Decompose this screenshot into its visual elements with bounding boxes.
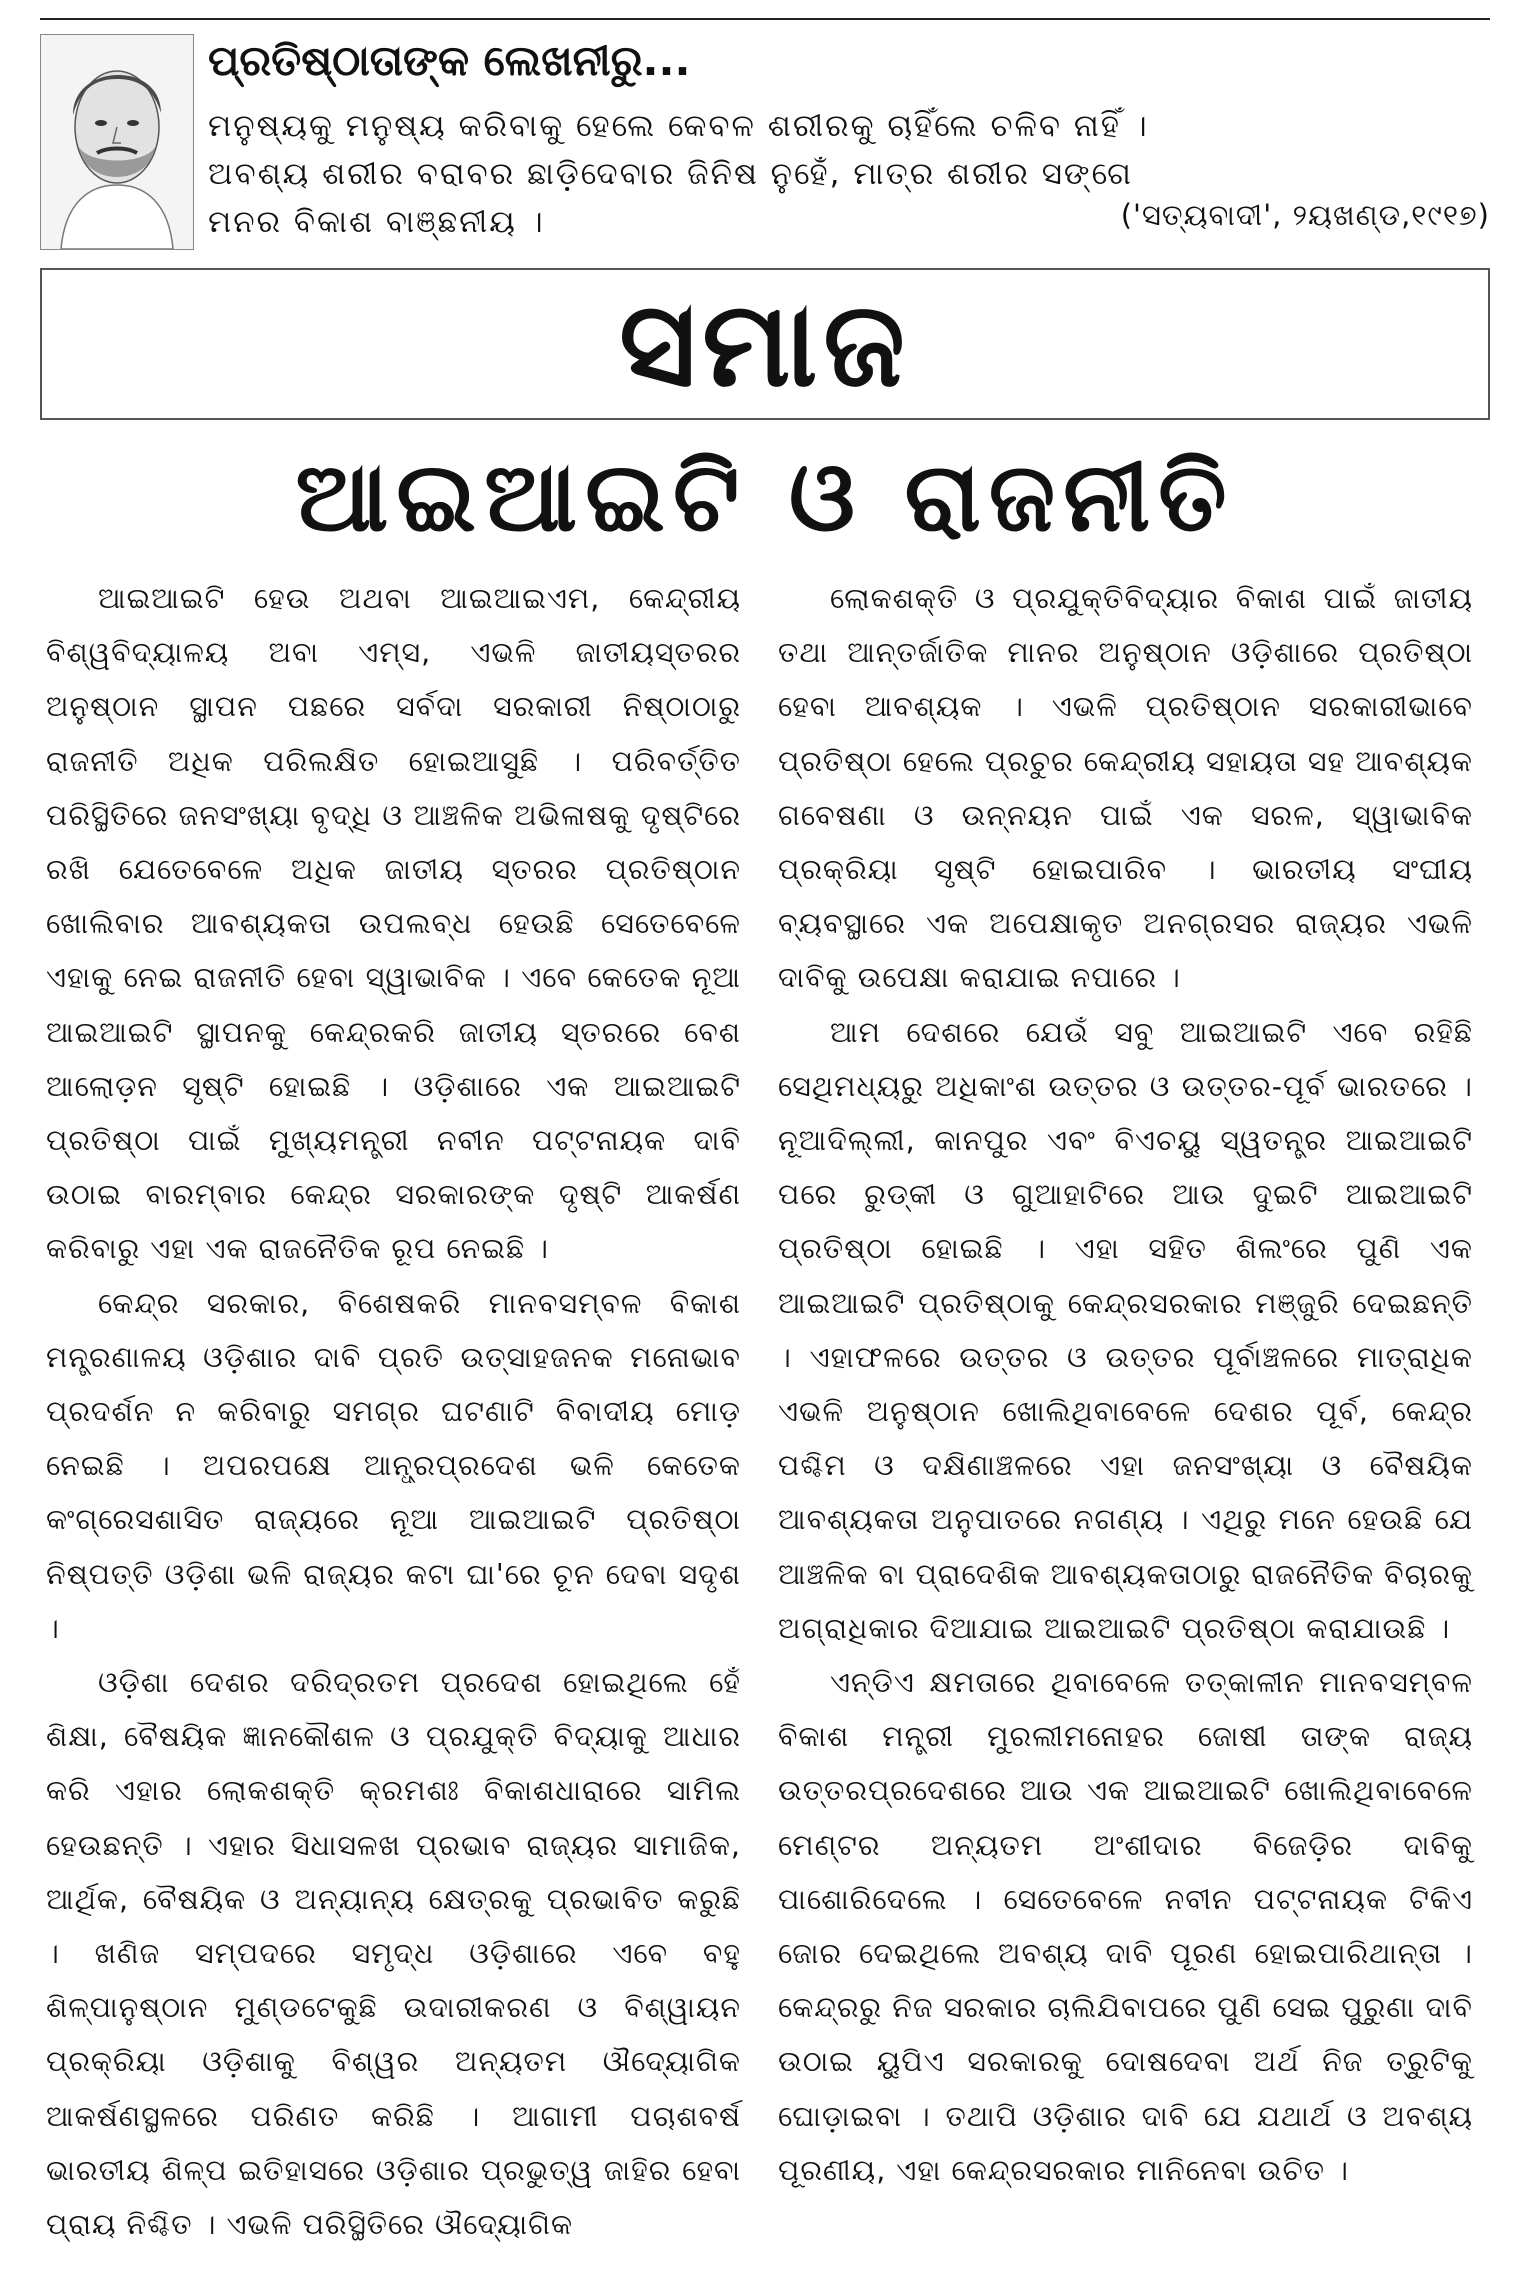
quote-body: ମନୁଷ୍ୟକୁ ମନୁଷ୍ୟ କରିବାକୁ ହେଲେ କେବଳ ଶରୀରକୁ ଚାହିଁଲେ ଚଳିବ ନାହିଁ । ଅବଶ୍ୟ ଶରୀର ବରାବର ଛାଡ଼ିଦେବାର ଜିନିଷ ନୁହେଁ, ମାତ୍ର ଶରୀର ସଙ୍ଗେ ମନର ବିକାଶ ବାଞ୍ଛନୀୟ । [208, 108, 1149, 240]
article-column-left [46, 572, 741, 2252]
article-paragraph: ଓଡ଼ିଶା ଦେଶର ଦରିଦ୍ରତମ ପ୍ରଦେଶ ହୋଇଥିଲେ ହେଁ ଶିକ୍ଷା, ବୈଷୟିକ ଜ୍ଞାନକୌଶଳ ଓ ପ୍ରଯୁକ୍ତି ବିଦ୍ୟାକୁ ଆଧାର କରି ଏହାର ଲୋକଶକ୍ତି କ୍ରମଶଃ ବିକାଶଧାରାରେ ସାମିଲ ହେଉଛନ୍ତି । ଏହାର ସିଧାସଳଖ ପ୍ରଭାବ ରାଜ୍ୟର ସାମାଜିକ, ଆର୍ଥିକ, ବୈଷୟିକ ଓ ଅନ୍ୟାନ୍ୟ କ୍ଷେତ୍ରକୁ ପ୍ରଭାବିତ କରୁଛି । ଖଣିଜ ସମ୍ପଦରେ ସମୃଦ୍ଧ ଓଡ଼ିଶାରେ ଏବେ ବହୁ ଶିଳ୍ପାନୁଷ୍ଠାନ ମୁଣ୍ଡଟେକୁଛି ଉଦାରୀକରଣ ଓ ବିଶ୍ୱାୟନ ପ୍ରକ୍ରିୟା ଓଡ଼ିଶାକୁ ବିଶ୍ୱର ଅନ୍ୟତମ ଔଦ୍ୟୋଗିକ ଆକର୍ଷଣସ୍ଥଳରେ ପରିଣତ କରିଛି । ଆଗାମୀ ପଚାଶବର୍ଷ ଭାରତୀୟ ଶିଳ୍ପ ଇତିହାସରେ ଓଡ଼ିଶାର ପ୍ରଭୁତ୍ୱ ଜାହିର ହେବା ପ୍ରାୟ ନିଶ୍ଚିତ । ଏଭଳି ପରିସ୍ଥିତିରେ ଔଦ୍ୟୋଗିକ [46, 1666, 741, 2242]
quote-source: ('ସତ୍ୟବାଦୀ', ୨ୟଖଣ୍ଡ,୧୯୧୭) [1120, 198, 1490, 232]
section-banner [40, 268, 1490, 420]
article-paragraph: ଆଇଆଇଟି ହେଉ ଅଥବା ଆଇଆଇଏମ, କେନ୍ଦ୍ରୀୟ ବିଶ୍ୱବିଦ୍ୟାଳୟ ଅବା ଏମ୍ସ, ଏଭଳି ଜାତୀୟସ୍ତରର ଅନୁଷ୍ଠାନ ସ୍ଥାପନ ପଛରେ ସର୍ବଦା ସରକାରୀ ନିଷ୍ଠାଠାରୁ ରାଜନୀତି ଅଧିକ ପରିଲକ୍ଷିତ ହୋଇଆସୁଛି । ପରିବର୍ତ୍ତିତ ପରିସ୍ଥିତିରେ ଜନସଂଖ୍ୟା ବୃଦ୍ଧି ଓ ଆଞ୍ଚଳିକ ଅଭିଳାଷକୁ ଦୃଷ୍ଟିରେ ରଖି ଯେତେବେଳେ ଅଧିକ ଜାତୀୟ ସ୍ତରର ପ୍ରତିଷ୍ଠାନ ଖୋଲିବାର ଆବଶ୍ୟକତା ଉପଲବ୍ଧ ହେଉଛି ସେତେବେଳେ ଏହାକୁ ନେଇ ରାଜନୀତି ହେବା ସ୍ୱାଭାବିକ । ଏବେ କେତେକ ନୂଆ ଆଇଆଇଟି ସ୍ଥାପନକୁ କେନ୍ଦ୍ରକରି ଜାତୀୟ ସ୍ତରରେ ବେଶ ଆଲୋଡ଼ନ ସୃଷ୍ଟି ହୋଇଛି । ଓଡ଼ିଶାରେ ଏକ ଆଇଆଇଟି ପ୍ରତିଷ୍ଠା ପାଇଁ ମୁଖ୍ୟମନ୍ତ୍ରୀ ନବୀନ ପଟ୍ଟନାୟକ ଦାବି ଉଠାଇ ବାରମ୍ବାର କେନ୍ଦ୍ର ସରକାରଙ୍କ ଦୃଷ୍ଟି ଆକର୍ଷଣ କରିବାରୁ ଏହା ଏକ ରାଜନୈତିକ ରୂପ ନେଇଛି । [46, 582, 741, 1266]
quote-title: ପ୍ରତିଷ୍ଠାତାଙ୍କ ଲେଖନୀରୁ... [208, 36, 691, 85]
founder-quote-header [40, 32, 1490, 252]
top-rule [40, 18, 1490, 20]
article-column-right [778, 572, 1473, 2198]
article-paragraph: ଏନ୍‌ଡିଏ କ୍ଷମତାରେ ଥିବାବେଳେ ତତ୍କାଳୀନ ମାନବସମ୍ବଳ ବିକାଶ ମନ୍ତ୍ରୀ ମୁରଲୀମନୋହର ଜୋଷୀ ତାଙ୍କ ରାଜ୍ୟ ଉତ୍ତରପ୍ରଦେଶରେ ଆଉ ଏକ ଆଇଆଇଟି ଖୋଲିଥିବାବେଳେ ମେଣ୍ଟର ଅନ୍ୟତମ ଅଂଶୀଦାର ବିଜେଡ଼ିର ଦାବିକୁ ପାଶୋରିଦେଲେ । ସେତେବେଳେ ନବୀନ ପଟ୍ଟନାୟକ ଟିକିଏ ଜୋର ଦେଇଥିଲେ ଅବଶ୍ୟ ଦାବି ପୂରଣ ହୋଇପାରିଥାନ୍ତା । କେନ୍ଦ୍ରରୁ ନିଜ ସରକାର ଚାଲିଯିବାପରେ ପୁଣି ସେଇ ପୁରୁଣା ଦାବି ଉଠାଇ ୟୁପିଏ ସରକାରକୁ ଦୋଷଦେବା ଅର୍ଥ ନିଜ ତ୍ରୁଟିକୁ ଘୋଡ଼ାଇବା । ତଥାପି ଓଡ଼ିଶାର ଦାବି ଯେ ଯଥାର୍ଥ ଓ ଅବଶ୍ୟ ପୂରଣୀୟ, ଏହା କେନ୍ଦ୍ରସରକାର ମାନିନେବା ଉଚିତ । [778, 1666, 1473, 2187]
article-paragraph: କେନ୍ଦ୍ର ସରକାର, ବିଶେଷକରି ମାନବସମ୍ବଳ ବିକାଶ ମନ୍ତ୍ରଣାଳୟ ଓଡ଼ିଶାର ଦାବି ପ୍ରତି ଉତ୍ସାହଜନକ ମନୋଭାବ ପ୍ରଦର୍ଶନ ନ କରିବାରୁ ସମଗ୍ର ଘଟଣାଟି ବିବାଦୀୟ ମୋଡ଼ ନେଇଛି । ଅପରପକ୍ଷେ ଆନ୍ଧ୍ରପ୍ରଦେଶ ଭଳି କେତେକ କଂଗ୍ରେସଶାସିତ ରାଜ୍ୟରେ ନୂଆ ଆଇଆଇଟି ପ୍ରତିଷ୍ଠା ନିଷ୍ପତ୍ତି ଓଡ଼ିଶା ଭଳି ରାଜ୍ୟର କଟା ଘା'ରେ ଚୂନ ଦେବା ସଦୃଶ । [46, 1286, 741, 1645]
article-paragraph: ଲୋକଶକ୍ତି ଓ ପ୍ରଯୁକ୍ତିବିଦ୍ୟାର ବିକାଶ ପାଇଁ ଜାତୀୟ ତଥା ଆନ୍ତର୍ଜାତିକ ମାନର ଅନୁଷ୍ଠାନ ଓଡ଼ିଶାରେ ପ୍ରତିଷ୍ଠା ହେବା ଆବଶ୍ୟକ । ଏଭଳି ପ୍ରତିଷ୍ଠାନ ସରକାରୀଭାବେ ପ୍ରତିଷ୍ଠା ହେଲେ ପ୍ରଚୁର କେନ୍ଦ୍ରୀୟ ସହାୟତା ସହ ଆବଶ୍ୟକ ଗବେଷଣା ଓ ଉନ୍ନୟନ ପାଇଁ ଏକ ସରଳ, ସ୍ୱାଭାବିକ ପ୍ରକ୍ରିୟା ସୃଷ୍ଟି ହୋଇପାରିବ । ଭାରତୀୟ ସଂଘୀୟ ବ୍ୟବସ୍ଥାରେ ଏକ ଅପେକ୍ଷାକୃତ ଅନଗ୍ରସର ରାଜ୍ୟର ଏଭଳି ଦାବିକୁ ଉପେକ୍ଷା କରାଯାଇ ନପାରେ । [778, 582, 1473, 995]
section-title: ସମାଜ [619, 275, 911, 413]
founder-portrait [40, 34, 194, 250]
article-paragraph: ଆମ ଦେଶରେ ଯେଉଁ ସବୁ ଆଇଆଇଟି ଏବେ ରହିଛି ସେଥିମଧ୍ୟରୁ ଅଧିକାଂଶ ଉତ୍ତର ଓ ଉତ୍ତର-ପୂର୍ବ ଭାରତରେ । ନୂଆଦିଲ୍ଲୀ, କାନପୁର ଏବଂ ବିଏଚୟୁ ସ୍ୱତନ୍ତ୍ର ଆଇଆଇଟି ପରେ ରୁଡ୍କୀ ଓ ଗୁଆହାଟିରେ ଆଉ ଦୁଇଟି ଆଇଆଇଟି ପ୍ରତିଷ୍ଠା ହୋଇଛି । ଏହା ସହିତ ଶିଲଂରେ ପୁଣି ଏକ ଆଇଆଇଟି ପ୍ରତିଷ୍ଠାକୁ କେନ୍ଦ୍ରସରକାର ମଞ୍ଜୁରି ଦେଇଛନ୍ତି । ଏହାଫଳରେ ଉତ୍ତର ଓ ଉତ୍ତର ପୂର୍ବାଞ୍ଚଳରେ ମାତ୍ରାଧିକ ଏଭଳି ଅନୁଷ୍ଠାନ ଖୋଲିଥିବାବେଳେ ଦେଶର ପୂର୍ବ, କେନ୍ଦ୍ର ପଶ୍ଚିମ ଓ ଦକ୍ଷିଣାଞ୍ଚଳରେ ଏହା ଜନସଂଖ୍ୟା ଓ ବୈଷୟିକ ଆବଶ୍ୟକତା ଅନୁପାତରେ ନଗଣ୍ୟ । ଏଥିରୁ ମନେ ହେଉଛି ଯେ ଆଞ୍ଚଳିକ ବା ପ୍ରାଦେଶିକ ଆବଶ୍ୟକତାଠାରୁ ରାଜନୈତିକ ବିଚାରକୁ ଅଗ୍ରାଧିକାର ଦିଆଯାଇ ଆଇଆଇଟି ପ୍ରତିଷ୍ଠା କରାଯାଉଛି । [778, 1015, 1473, 1645]
article-headline: ଆଇଆଇଟି ଓ ରାଜନୀତି [295, 441, 1235, 553]
